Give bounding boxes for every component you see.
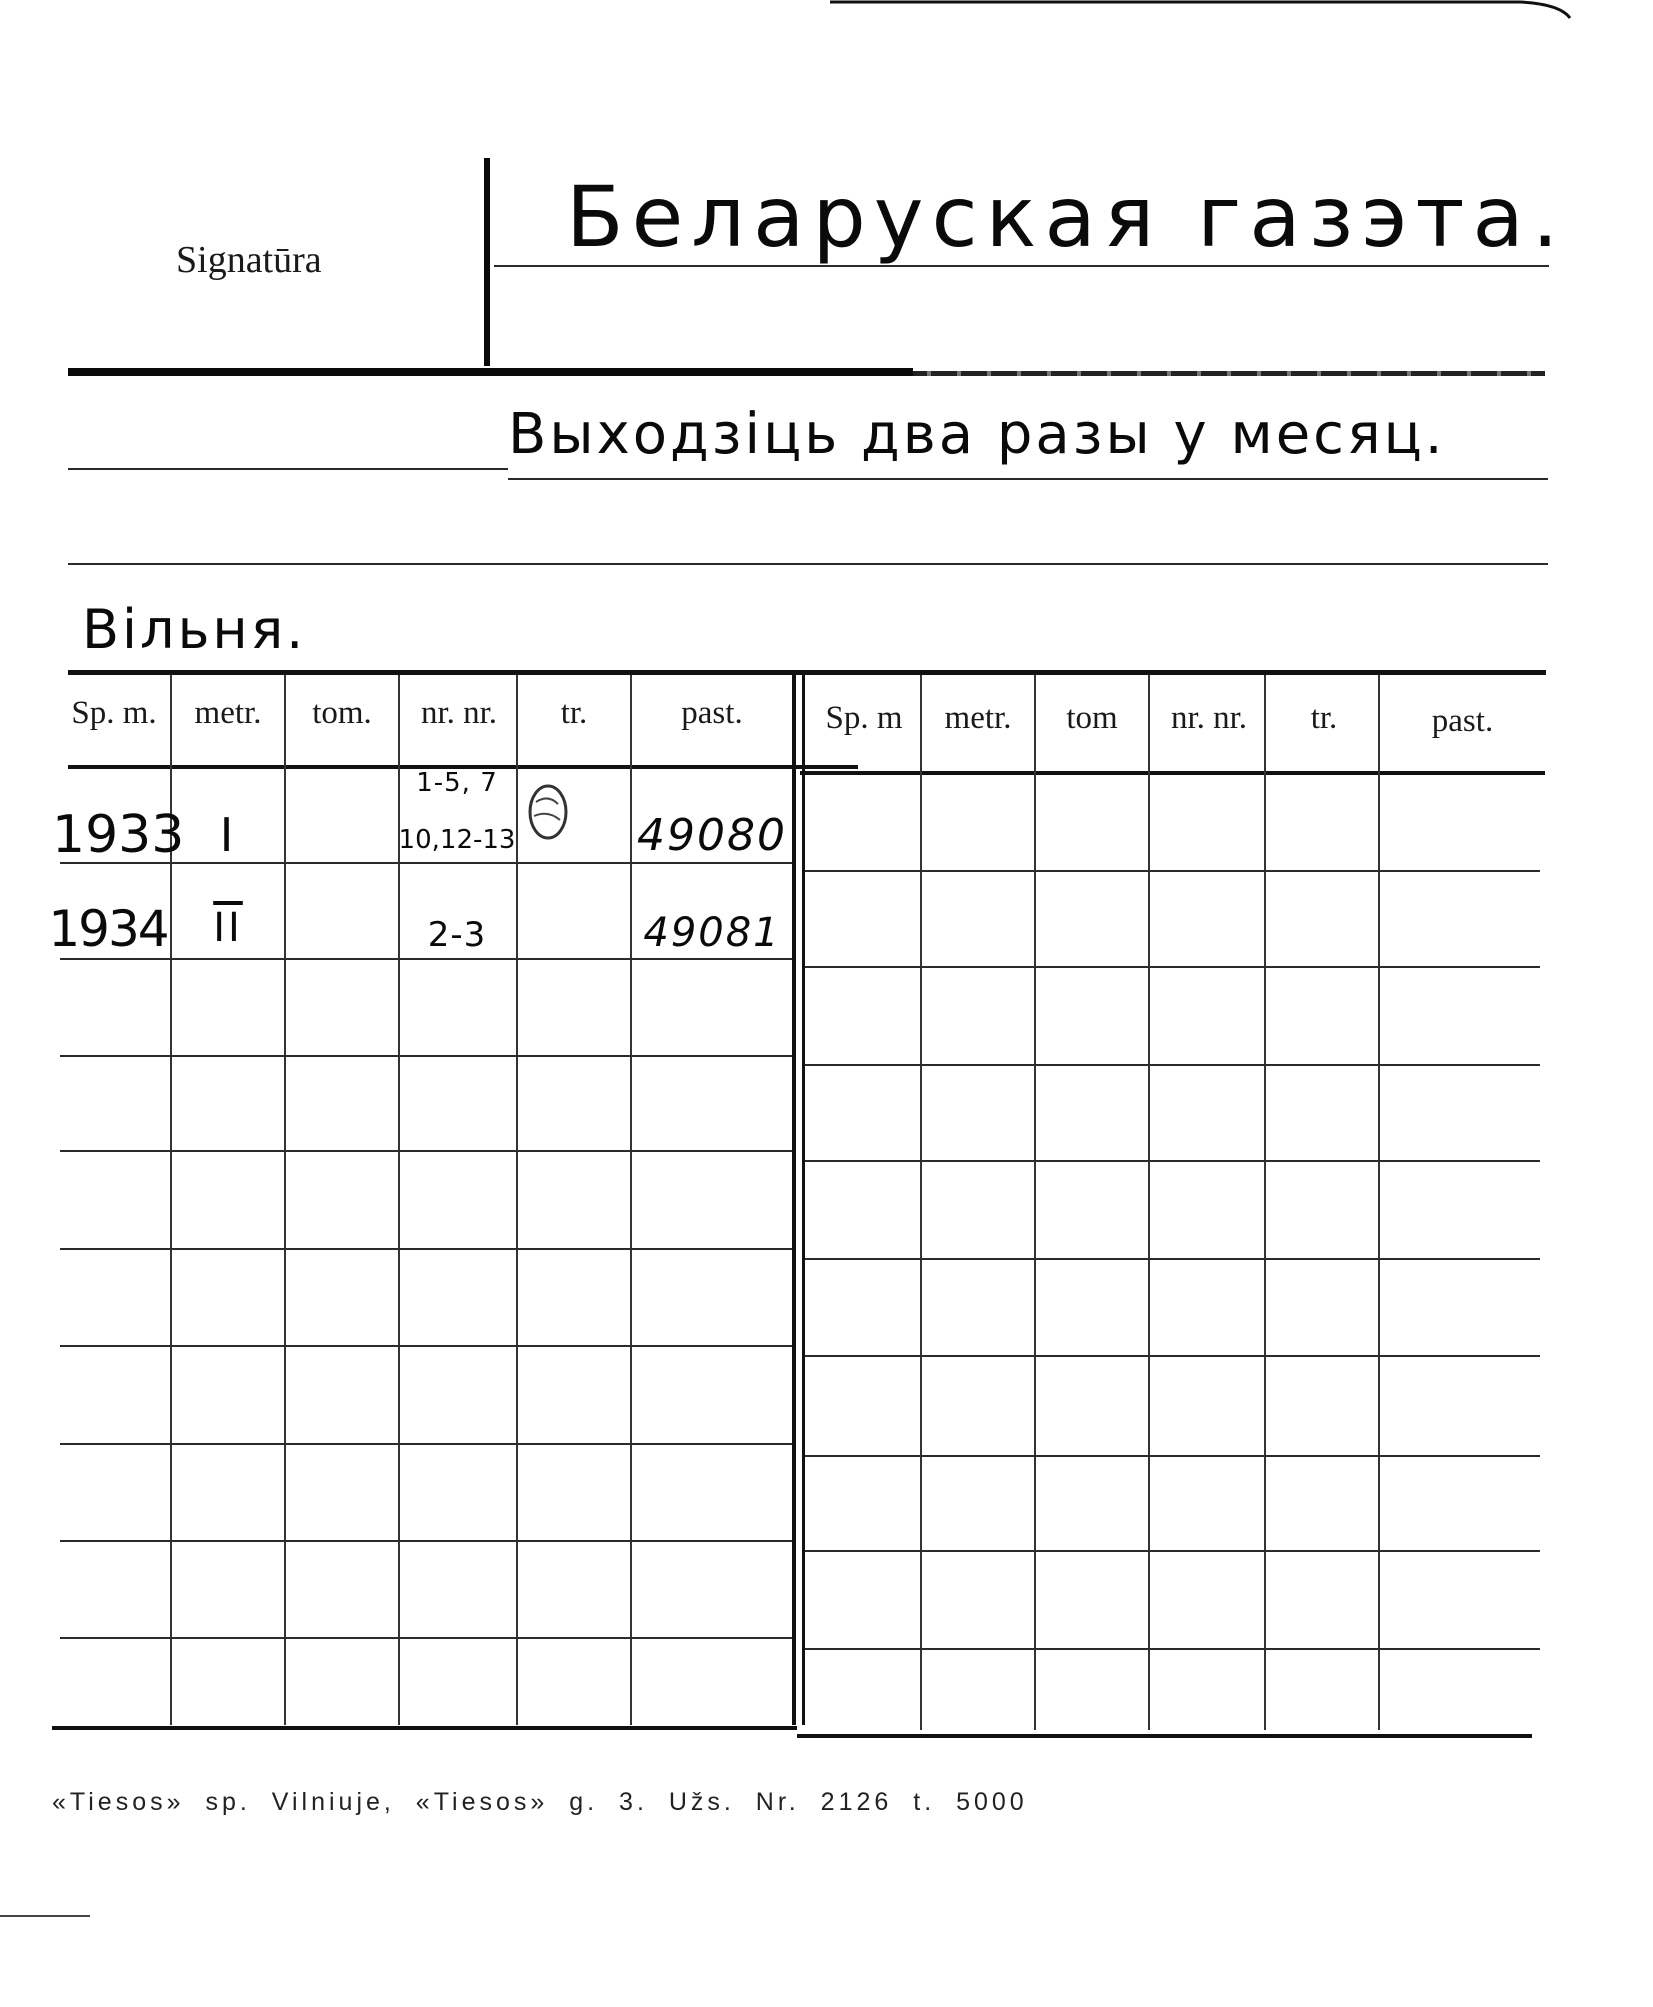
table-top-line [68,670,1546,675]
header-right-tr: tr. [1310,700,1338,736]
col-line [284,675,286,1725]
header-right-metr: metr. [944,700,1012,736]
row2-year: 1934 [48,900,168,958]
table-row-line [60,1150,792,1152]
header-left-nr: nr. nr. [420,695,498,731]
table-row-line [805,1355,1540,1357]
col-line [516,675,518,1725]
table-row-line [60,1345,792,1347]
header-right-tom: tom [1066,700,1118,736]
scan-mark [0,1915,90,1917]
table-row-line [805,966,1540,968]
table-row-line [805,1648,1540,1650]
header-separator [68,368,913,376]
header-right-nr: nr. nr. [1170,700,1248,736]
header-right-sp-m: Sp. m [825,700,903,736]
header-left-tr: tr. [560,695,588,731]
header-left-past: past. [681,695,743,731]
table-row-line [805,1455,1540,1457]
table-row-line [60,1055,792,1057]
header-left-sp-m: Sp. m. [71,695,157,731]
table-row-line [60,1248,792,1250]
table-row-line [60,1540,792,1542]
col-line [1264,675,1266,1730]
frequency-line-left [68,468,508,470]
table-row-line [60,958,792,960]
col-line [1034,675,1036,1730]
header-left-metr: metr. [194,695,262,731]
table-row-line [805,1258,1540,1260]
row1-nr-line1: 1-5, 7 [416,768,498,798]
table-bottom-line [52,1726,797,1730]
row1-metr: I [219,808,237,862]
table-row-line [805,1064,1540,1066]
table-bottom-line-right [797,1734,1532,1738]
table-row-line [60,1637,792,1639]
stamp-mark [524,782,574,848]
frequency-handwritten: Выходзіць два разы у месяц. [508,402,1446,467]
col-line [1148,675,1150,1730]
header-separator-worn [913,371,1545,376]
row2-past: 49081 [643,910,781,956]
frequency-line-right [508,478,1548,480]
table-center-divider [802,675,805,1725]
row1-year: 1933 [52,805,185,865]
signature-divider [484,158,490,366]
table-row-line [805,870,1540,872]
header-bottom-line-right [800,771,1545,775]
col-line [1378,675,1380,1730]
title-handwritten: Беларуская газэта. [566,168,1567,266]
table-row-line [805,1160,1540,1162]
header-right-past: past. [1431,703,1494,739]
row1-past: 49080 [637,810,787,861]
printer-imprint: «Tiesos» sp. Vilniuje, «Tiesos» g. 3. Užs. Nr. 2126 t. 5000 [52,1788,1028,1816]
card-top-edge [0,0,1653,30]
place-handwritten: Вільня. [82,598,307,661]
table-row-line [805,1550,1540,1552]
row2-nr-line1: 2-3 [427,915,487,955]
table-row-line [60,1443,792,1445]
col-line [920,675,922,1730]
table-center-divider [792,675,796,1725]
blank-line [68,563,1548,565]
header-left-tom: tom. [312,695,372,731]
row2-metr: $\overline{II}$ [213,905,243,951]
signature-label: Signatūra [176,239,322,281]
row1-nr-line2: 10,12-13 [398,825,516,855]
